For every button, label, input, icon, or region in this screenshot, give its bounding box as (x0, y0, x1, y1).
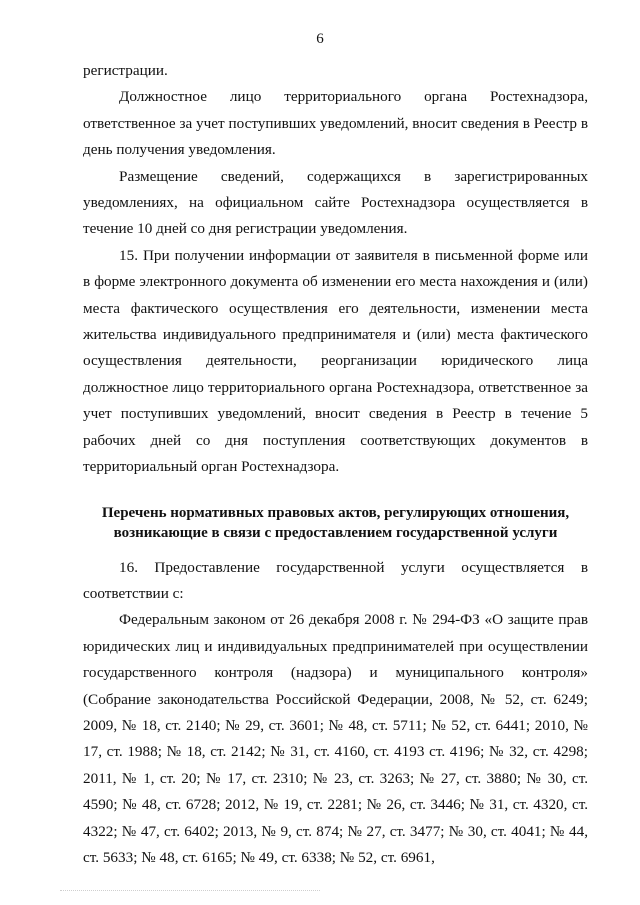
paragraph-federal-law: Федеральным законом от 26 декабря 2008 г. № 294-ФЗ «О защите прав юридических лиц и индивидуальных предпринимателей при осуществлении государственного контроля (надзора) и муниципального контроля» (Собрание законодательства Российской Федерации, 2008, № 52, ст. 6249; 2009, № 18, ст. 2140; № 29, ст. 3601; № 48, ст. 5711; № 52, ст. 6441; 2010, № 17, ст. 1988; № 18, ст. 2142; № 31, ст. 4160, ст. 4193 ст. 4196; № 32, ст. 4298; 2011, № 1, ст. 20; № 17, ст. 2310; № 23, ст. 3263; № 27, ст. 3880; № 30, ст. 4590; № 48, ст. 6728; 2012, № 19, ст. 2281; № 26, ст. 3446; № 31, ст. 4320, ст. 4322; № 47, ст. 6402; 2013, № 9, ст. 874; № 27, ст. 3477; № 30, ст. 4041; № 44, ст. 5633; № 48, ст. 6165; № 49, ст. 6338; № 52, ст. 6961, (83, 611, 588, 866)
section-heading: Перечень нормативных правовых актов, регулирующих отношения, возникающие в связи с предоставлением государственной услуги (101, 504, 570, 541)
paragraph-website-publication: Размещение сведений, содержащихся в зарегистрированных уведомлениях, на официальном сайте Ростехнадзора осуществляется в течение 10 дней со дня регистрации уведомления. (83, 167, 588, 238)
page-number: 6 (316, 31, 324, 47)
paragraph-registration-end: регистрации. (83, 62, 168, 79)
paragraph-official-entry: Должностное лицо территориального органа Ростехнадзора, ответственное за учет поступивших уведомлений, вносит сведения в Реестр в день получения уведомления. (83, 88, 588, 159)
paragraph-item-15: 15. При получении информации от заявителя в письменной форме или в форме электронного документа об изменении его места нахождения и (или) места фактического осуществления его деятельности, изменении места жительства индивидуального предпринимателя и (или) места фактического осуществления деятельности, реорганизации юридического лица должностное лицо территориального органа Ростехнадзора, ответственное за учет поступивших уведомлений, вносит сведения в Реестр в течение 5 рабочих дней со дня поступления соответствующих документов в территориальный орган Ростехнадзора. (83, 246, 588, 476)
paragraph-item-16: 16. Предоставление государственной услуги осуществляется в соответствии с: (83, 558, 588, 602)
document-body (83, 58, 588, 871)
scan-artifact-line (60, 886, 320, 891)
